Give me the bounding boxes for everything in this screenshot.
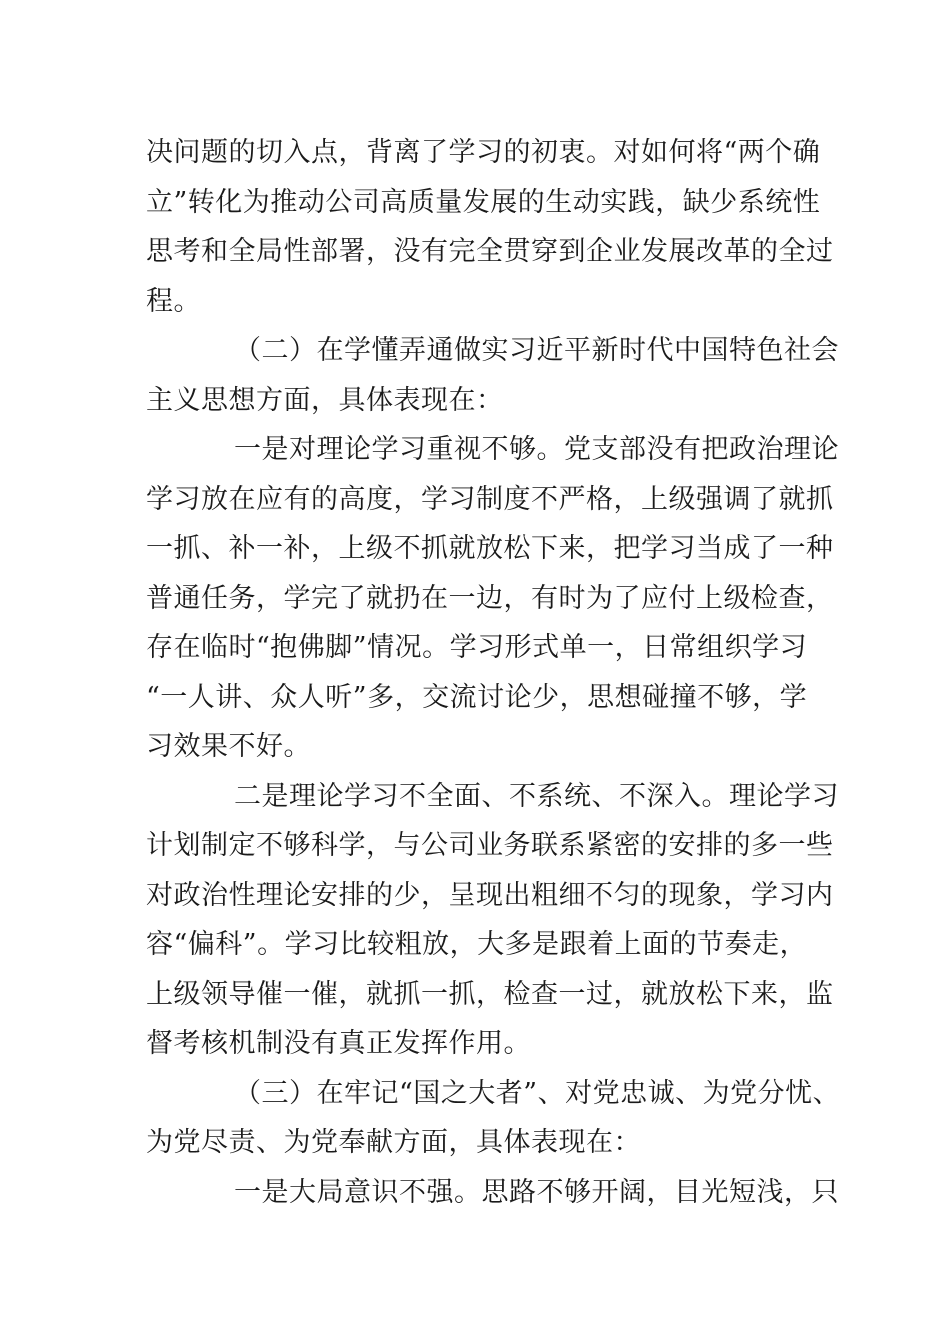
document-body: [146, 128, 841, 1217]
text-line: 上级领导催一催，就抓一抓，检查一过，就放松下来，监: [146, 978, 834, 1010]
text-line: “一人讲、众人听”多，交流讨论少，思想碰撞不够，学: [146, 681, 808, 713]
section-heading-line: 主义思想方面，具体表现在：: [146, 384, 504, 416]
text-line: 普通任务，学完了就扔在一边，有时为了应付上级检查，: [146, 582, 834, 614]
text-line: 决问题的切入点，背离了学习的初衷。对如何将“两个确: [146, 137, 821, 168]
text-line: 计划制定不够科学，与公司业务联系紧密的安排的多一些: [146, 830, 834, 861]
text-line: 督考核机制没有真正发挥作用。: [146, 1028, 531, 1059]
paragraph-start-line: 一是大局意识不强。思路不够开阔，目光短浅，只: [234, 1176, 839, 1208]
section-heading-line: （二）在学懂弄通做实习近平新时代中国特色社会: [234, 335, 839, 366]
text-line: 立”转化为推动公司高质量发展的生动实践，缺少系统性: [146, 186, 821, 218]
text-line: 程。: [146, 285, 201, 317]
text-line: 存在临时“抱佛脚”情况。学习形式单一，日常组织学习: [146, 632, 808, 663]
section-heading-line: 为党尽责、为党奉献方面，具体表现在：: [146, 1127, 641, 1158]
text-line: 容“偏科”。学习比较粗放，大多是跟着上面的节奏走，: [146, 929, 808, 960]
text-line: 习效果不好。: [146, 731, 311, 762]
paragraph-start-line: 二是理论学习不全面、不系统、不深入。理论学习: [234, 780, 839, 812]
text-line: 一抓、补一补，上级不抓就放松下来，把学习当成了一种: [146, 533, 834, 564]
text-line: 对政治性理论安排的少，呈现出粗细不匀的现象，学习内: [146, 879, 834, 911]
section-heading-line: （三）在牢记“国之大者”、对党忠诚、为党分忧、: [234, 1077, 841, 1109]
text-line: 学习放在应有的高度，学习制度不严格，上级强调了就抓: [146, 483, 834, 515]
paragraph-start-line: 一是对理论学习重视不够。党支部没有把政治理论: [234, 434, 839, 465]
text-line: 思考和全局性部署，没有完全贯穿到企业发展改革的全过: [146, 236, 834, 267]
